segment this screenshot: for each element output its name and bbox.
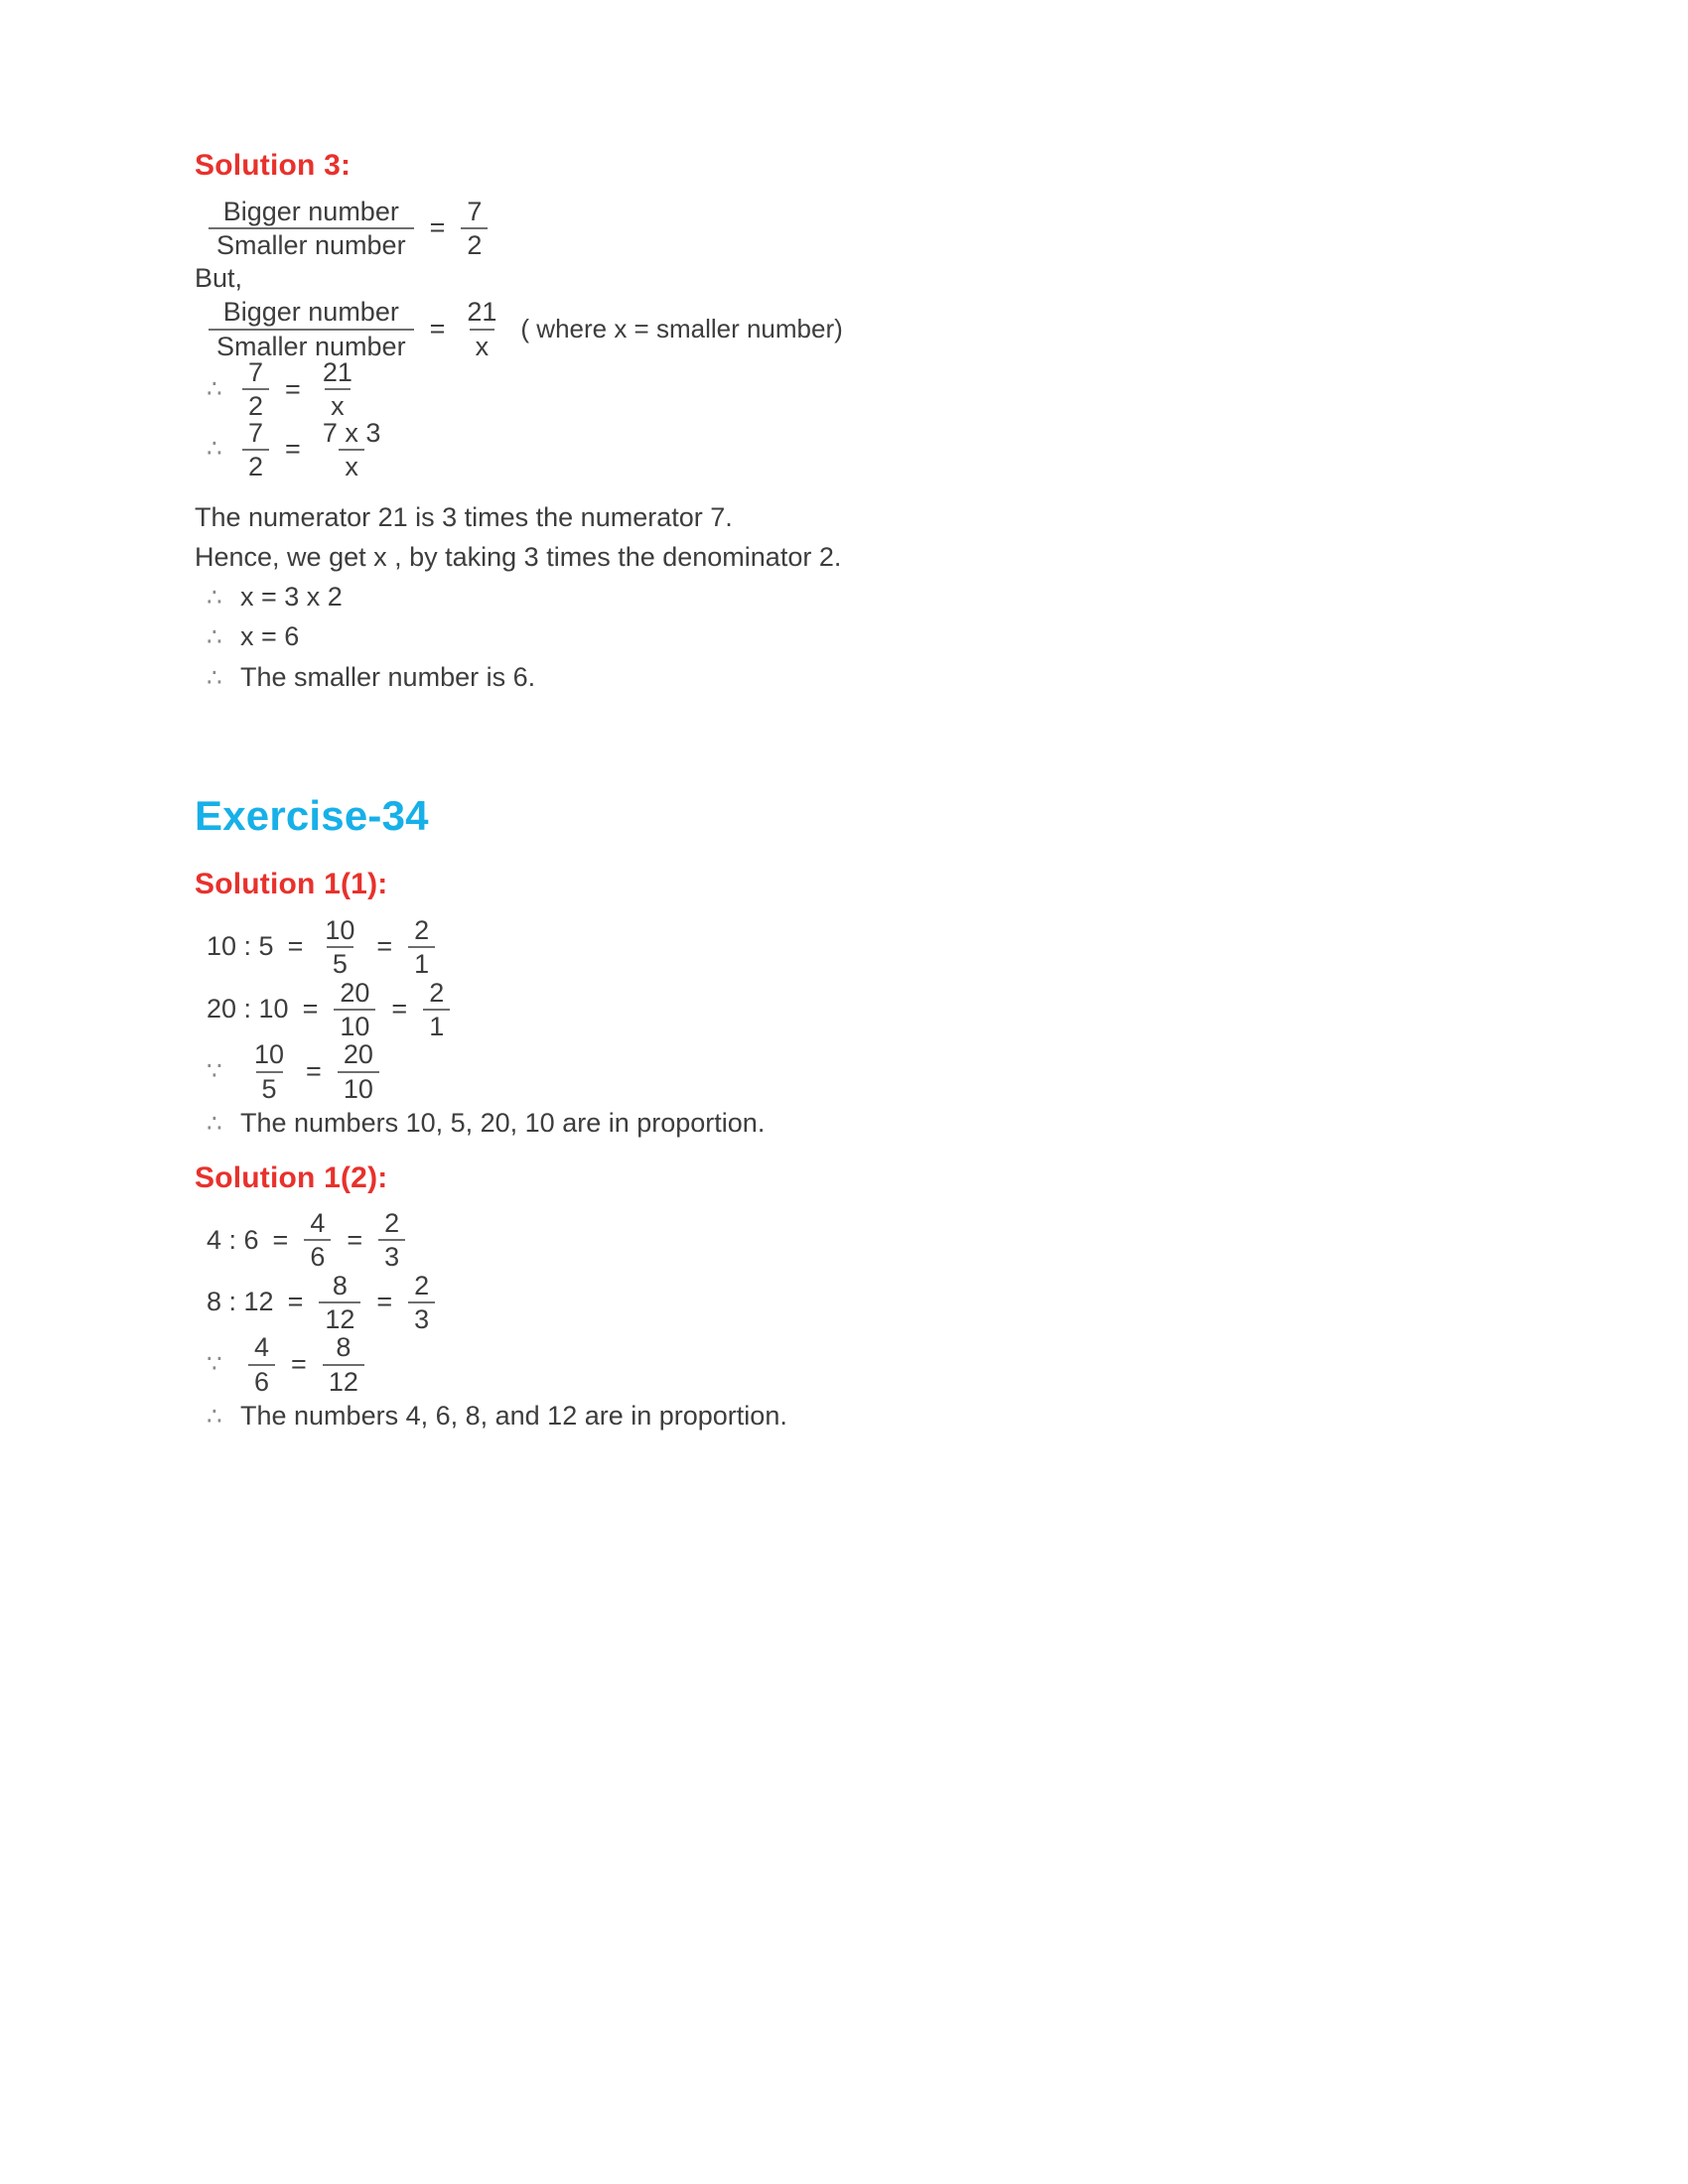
proportion-equality-row	[207, 1040, 1485, 1103]
fraction-denominator: 6	[248, 1364, 275, 1396]
spacer	[195, 850, 1485, 868]
fraction-numerator: 10	[325, 914, 355, 945]
ratio-label: 8 : 12	[207, 1287, 274, 1317]
step-x-equals-3x2	[207, 577, 1485, 617]
step-text: x = 3 x 2	[240, 581, 343, 612]
fraction-bigger-over-smaller-1	[209, 198, 414, 260]
fraction-denominator: Smaller number	[209, 227, 414, 259]
solution-3-math	[195, 198, 1485, 698]
spacer	[195, 1144, 1485, 1161]
equals-sign: =	[287, 1287, 304, 1317]
fraction-numerator: 4	[254, 1332, 270, 1363]
step-x-equals-6	[207, 616, 1485, 657]
fraction-denominator: 10	[334, 1009, 375, 1040]
solution-1-2-math	[195, 1209, 1485, 1436]
fraction-denominator: 10	[338, 1071, 379, 1103]
spacer	[195, 697, 1485, 792]
fraction-numerator: 20	[340, 977, 370, 1008]
conclusion-text: The smaller number is 6.	[240, 661, 536, 692]
fraction-denominator: 3	[378, 1239, 405, 1271]
equals-sign: =	[306, 1055, 322, 1086]
therefore-symbol: ∴	[207, 1403, 222, 1432]
fraction-left	[248, 1040, 290, 1103]
equals-sign: =	[287, 931, 304, 962]
equals-sign: =	[429, 313, 446, 343]
fraction-right	[317, 358, 358, 421]
proportion-equality-row	[207, 1333, 1485, 1396]
fraction-numerator: 21	[322, 357, 352, 388]
step-equation-2	[207, 419, 1485, 481]
but-label: But,	[195, 263, 243, 294]
fraction-denominator: Smaller number	[209, 329, 414, 360]
proportion-row-2	[207, 979, 1485, 1041]
exercise-heading: Exercise-34	[195, 792, 429, 840]
step-equation-1	[207, 358, 1485, 421]
solution-3-heading: Solution 3:	[195, 149, 352, 182]
fraction-denominator: 6	[304, 1239, 331, 1271]
proportion-row-1	[207, 1209, 1485, 1272]
equals-sign: =	[376, 931, 393, 962]
fraction-denominator: 5	[327, 946, 353, 978]
therefore-symbol: ∴	[207, 435, 222, 464]
fraction-right	[338, 1040, 379, 1103]
therefore-symbol: ∴	[207, 583, 222, 612]
because-symbol: ∵	[207, 1350, 222, 1378]
fraction-denominator: 2	[242, 449, 269, 480]
equals-sign: =	[391, 994, 408, 1024]
fraction-right	[323, 1333, 364, 1396]
explanation-line-2: Hence, we get x , by taking 3 times the denominator 2.	[195, 541, 842, 572]
solution-1-2-conclusion	[207, 1396, 1485, 1436]
therefore-symbol: ∴	[207, 623, 222, 652]
therefore-symbol: ∴	[207, 1110, 222, 1139]
ratio-equation-2	[207, 298, 1485, 360]
fraction-denominator: x	[339, 449, 364, 480]
equals-sign: =	[302, 994, 319, 1024]
fraction-numerator: 10	[254, 1039, 285, 1070]
conclusion-text: The numbers 10, 5, 20, 10 are in proportion.	[240, 1108, 766, 1139]
equals-sign: =	[347, 1224, 363, 1255]
fraction-numerator: 2	[414, 1270, 430, 1300]
ratio-equation-1	[207, 198, 1485, 260]
page-content	[195, 149, 1485, 1436]
equals-sign: =	[376, 1287, 393, 1317]
fraction-numerator: 7 x 3	[322, 417, 381, 448]
equals-sign: =	[285, 434, 301, 465]
equals-sign: =	[285, 373, 301, 404]
fraction-numerator: 7	[467, 196, 483, 226]
fraction-numerator: 2	[414, 914, 430, 945]
fraction-second	[408, 916, 435, 979]
fraction-denominator: 5	[256, 1071, 283, 1103]
fraction-first	[319, 916, 360, 979]
fraction-numerator: 8	[336, 1332, 352, 1363]
equals-sign: =	[429, 212, 446, 242]
fraction-numerator: Bigger number	[222, 297, 399, 328]
fraction-numerator: 21	[467, 297, 497, 328]
fraction-seven-halves	[461, 198, 488, 260]
therefore-symbol: ∴	[207, 663, 222, 692]
ratio-label: 10 : 5	[207, 931, 274, 962]
fraction-numerator: 2	[429, 977, 445, 1008]
conclusion-text: The numbers 4, 6, 8, and 12 are in proportion.	[240, 1401, 787, 1432]
equals-sign: =	[272, 1224, 289, 1255]
fraction-denominator: 12	[323, 1364, 364, 1396]
fraction-second	[408, 1272, 435, 1334]
fraction-numerator: 20	[343, 1039, 373, 1070]
fraction-numerator: Bigger number	[222, 196, 399, 226]
fraction-right	[317, 419, 387, 481]
fraction-twentyone-over-x	[461, 298, 502, 360]
fraction-second	[378, 1209, 405, 1272]
equals-sign: =	[291, 1348, 307, 1379]
fraction-first	[334, 979, 375, 1041]
fraction-denominator: 2	[242, 388, 269, 420]
fraction-denominator: 1	[408, 946, 435, 978]
ratio-label: 20 : 10	[207, 994, 289, 1024]
explanation-line-1: The numerator 21 is 3 times the numerator 7.	[195, 502, 733, 533]
fraction-numerator: 7	[248, 417, 264, 448]
ratio-label: 4 : 6	[207, 1224, 259, 1255]
fraction-numerator: 8	[332, 1270, 348, 1300]
fraction-second	[423, 979, 450, 1041]
fraction-denominator: x	[470, 329, 495, 360]
solution-1-1-heading: Solution 1(1):	[195, 868, 388, 901]
step-text: x = 6	[240, 621, 300, 652]
because-symbol: ∵	[207, 1056, 222, 1085]
proportion-row-1	[207, 916, 1485, 979]
where-x-note: ( where x = smaller number)	[520, 314, 843, 344]
therefore-symbol: ∴	[207, 374, 222, 403]
fraction-first	[304, 1209, 331, 1272]
proportion-row-2	[207, 1272, 1485, 1334]
solution-1-2-heading: Solution 1(2):	[195, 1160, 388, 1194]
fraction-first	[319, 1272, 360, 1334]
fraction-left	[242, 358, 269, 421]
fraction-left	[242, 419, 269, 481]
fraction-denominator: 2	[461, 227, 488, 259]
fraction-numerator: 4	[310, 1208, 326, 1239]
solution-3-conclusion	[207, 657, 1485, 698]
fraction-denominator: 3	[408, 1301, 435, 1333]
fraction-numerator: 7	[248, 357, 264, 388]
fraction-denominator: x	[325, 388, 351, 420]
solution-1-1-conclusion	[207, 1103, 1485, 1144]
fraction-bigger-over-smaller-2	[209, 298, 414, 360]
spacer	[207, 480, 1485, 498]
solution-1-1-math	[195, 916, 1485, 1144]
fraction-denominator: 12	[319, 1301, 360, 1333]
fraction-left	[248, 1333, 275, 1396]
fraction-denominator: 1	[423, 1009, 450, 1040]
fraction-numerator: 2	[384, 1208, 400, 1239]
